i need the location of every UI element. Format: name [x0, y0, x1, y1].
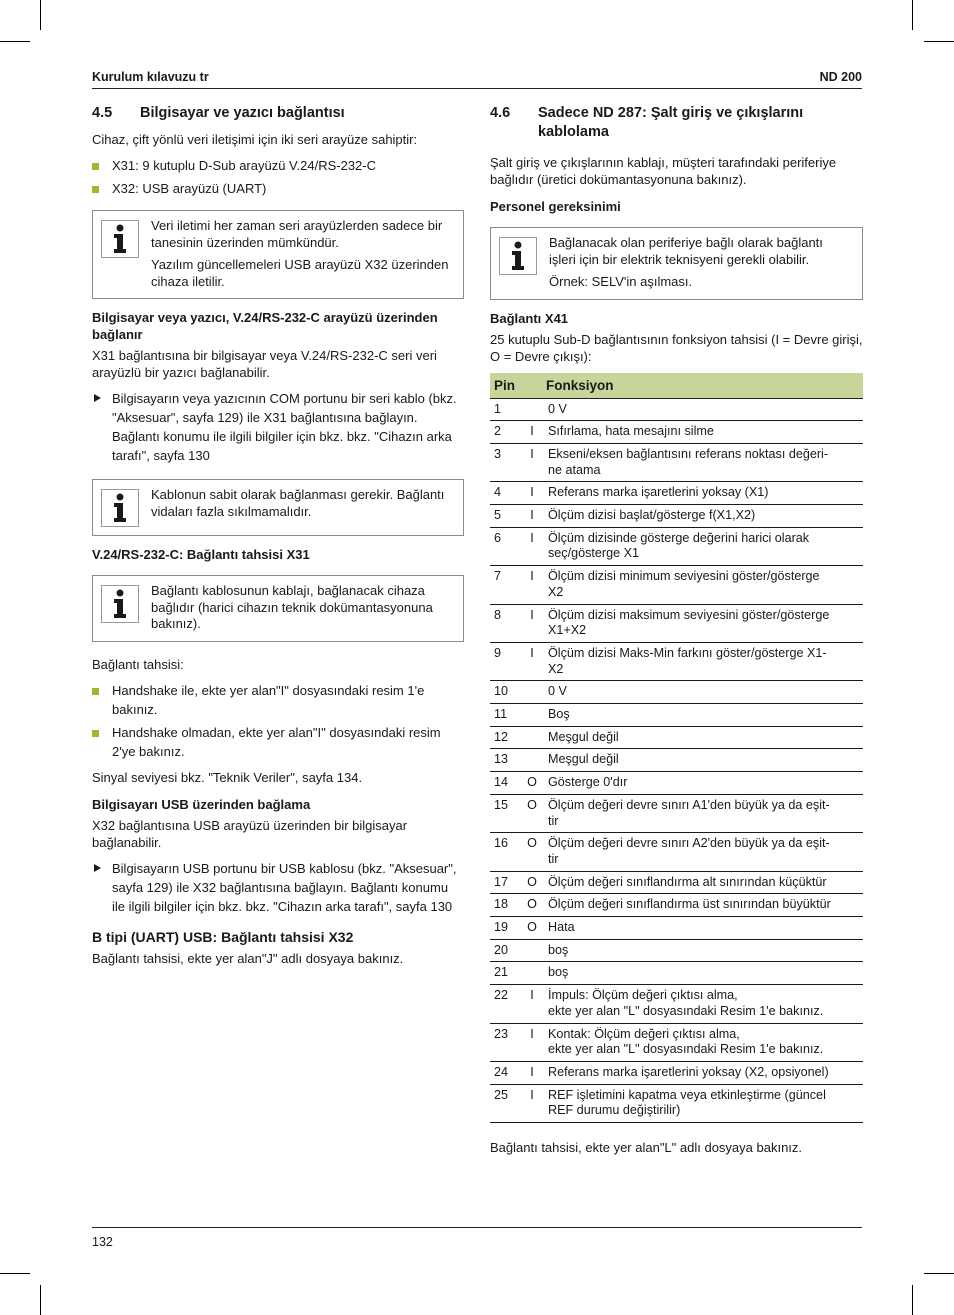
- crop-mark: [924, 1273, 954, 1274]
- io-cell: I: [522, 421, 542, 444]
- io-cell: O: [522, 917, 542, 940]
- rs232-heading: Bilgisayar veya yazıcı, V.24/RS-232-C arayüzü üzerinden bağlanır: [92, 310, 438, 342]
- table-row: [490, 894, 863, 917]
- io-cell: [522, 704, 542, 727]
- io-cell: [522, 681, 542, 704]
- crop-mark: [912, 0, 913, 30]
- pin-cell: 20: [490, 939, 522, 962]
- io-cell: I: [522, 1062, 542, 1085]
- sinyal-text: Sinyal seviyesi bkz. "Teknik Veriler", sayfa 134.: [92, 769, 363, 785]
- info-icon: [101, 220, 139, 258]
- pin-cell: 22: [490, 985, 522, 1023]
- function-cell: 0 V: [542, 398, 863, 421]
- page-header: [92, 68, 862, 89]
- function-cell: Ölçüm değeri sınıflandırma alt sınırından küçüktür: [542, 871, 863, 894]
- function-cell: Ölçüm dizisi maksimum seviyesini göster/gösterge X1+X2: [542, 604, 863, 642]
- function-cell: Gösterge 0'dır: [542, 772, 863, 795]
- io-cell: [522, 939, 542, 962]
- table-row: [490, 505, 863, 528]
- function-cell: Meşgul değil: [542, 749, 863, 772]
- personel-heading: Personel gereksinimi: [490, 199, 621, 214]
- tahsis-list: [92, 681, 464, 761]
- crop-mark: [40, 0, 41, 30]
- io-cell: I: [522, 642, 542, 680]
- x32-heading: B tipi (UART) USB: Bağlantı tahsisi X32: [92, 928, 354, 945]
- table-row: [490, 1023, 863, 1061]
- section-title: Sadece ND 287: Şalt giriş ve çıkışlarını kablolama: [538, 105, 804, 140]
- tahsis-label: Bağlantı tahsisi:: [92, 656, 184, 672]
- note-text: Bağlantı kablosunun kablajı, bağlanacak cihaza bağlıdır (harici cihazın teknik dokümantasyonuna bakınız).: [151, 583, 433, 631]
- table-row: [490, 398, 863, 421]
- pin-cell: 13: [490, 749, 522, 772]
- pin-table-body: [490, 398, 863, 1123]
- left-column: [92, 104, 464, 975]
- io-cell: [522, 726, 542, 749]
- note-text: Örnek: SELV'in aşılması.: [549, 274, 693, 289]
- pin-cell: 14: [490, 772, 522, 795]
- table-row: [490, 642, 863, 680]
- io-cell: I: [522, 1023, 542, 1061]
- function-cell: Boş: [542, 704, 863, 727]
- pin-cell: 18: [490, 894, 522, 917]
- function-cell: Ölçüm değeri devre sınırı A2'den büyük ya da eşit- tir: [542, 833, 863, 871]
- rs232-text: X31 bağlantısına bir bilgisayar veya V.24/RS-232-C seri veri arayüzlü bir yazıcı bağlanabilir.: [92, 348, 437, 380]
- io-cell: O: [522, 794, 542, 832]
- pin-cell: 10: [490, 681, 522, 704]
- x41-heading: Bağlantı X41: [490, 310, 569, 326]
- io-cell: [522, 749, 542, 772]
- pin-cell: 25: [490, 1084, 522, 1122]
- info-icon: [101, 585, 139, 623]
- note-body: [151, 218, 453, 290]
- table-row: [490, 917, 863, 940]
- io-cell: O: [522, 894, 542, 917]
- table-row: [490, 962, 863, 985]
- function-cell: Ölçüm dizisi başlat/gösterge f(X1,X2): [542, 505, 863, 528]
- io-cell: I: [522, 443, 542, 481]
- table-row: [490, 772, 863, 795]
- table-row: [490, 794, 863, 832]
- section-4-5-heading: [92, 104, 464, 123]
- note-text: Veri iletimi her zaman seri arayüzlerden sadece bir tanesinin üzerinden mümkündür.: [151, 218, 443, 250]
- function-cell: Ekseni/eksen bağlantısını referans noktası değeri- ne atama: [542, 443, 863, 481]
- rs232-steps: [92, 389, 464, 465]
- list-item: X32: USB arayüzü (UART): [92, 179, 464, 198]
- io-cell: I: [522, 1084, 542, 1122]
- crop-mark: [40, 1285, 41, 1315]
- info-note: [490, 227, 863, 300]
- pin-cell: 23: [490, 1023, 522, 1061]
- pin-cell: 15: [490, 794, 522, 832]
- list-item: Handshake ile, ekte yer alan"I" dosyasındaki resim 1'e bakınız.: [92, 681, 464, 719]
- note-body: [151, 583, 453, 633]
- table-row: [490, 726, 863, 749]
- x32-text: Bağlantı tahsisi, ekte yer alan"J" adlı dosyaya bakınız.: [92, 950, 404, 966]
- io-cell: O: [522, 833, 542, 871]
- table-row: [490, 527, 863, 565]
- io-cell: I: [522, 604, 542, 642]
- step-item: Bilgisayarın veya yazıcının COM portunu bir seri kablo (bkz. "Aksesuar", sayfa 129) ile X31 bağlantısına bağlayın. Bağlantı konumu ile ilgili bilgiler için bkz. bkz. "Cihazın arka tarafı", sayfa 130: [92, 389, 464, 465]
- info-note: [92, 479, 464, 536]
- pin-cell: 21: [490, 962, 522, 985]
- pin-cell: 4: [490, 482, 522, 505]
- header-product: ND 200: [819, 70, 862, 84]
- pin-cell: 17: [490, 871, 522, 894]
- function-cell: Meşgul değil: [542, 726, 863, 749]
- crop-mark: [0, 1273, 30, 1274]
- io-cell: O: [522, 871, 542, 894]
- usb-steps: [92, 859, 464, 916]
- footer-rule: [92, 1227, 862, 1228]
- info-note: [92, 210, 464, 299]
- io-cell: I: [522, 482, 542, 505]
- right-column: [490, 104, 863, 1164]
- table-row: [490, 482, 863, 505]
- crop-mark: [912, 1285, 913, 1315]
- pin-cell: 6: [490, 527, 522, 565]
- intro-text: Cihaz, çift yönlü veri iletişimi için iki seri arayüze sahiptir:: [92, 132, 418, 147]
- table-row: [490, 871, 863, 894]
- pin-cell: 7: [490, 566, 522, 604]
- table-row: [490, 704, 863, 727]
- function-cell: Sıfırlama, hata mesajını silme: [542, 421, 863, 444]
- x41-text: 25 kutuplu Sub-D bağlantısının fonksiyon tahsisi (I = Devre girişi, O = Devre çıkışı):: [490, 331, 863, 364]
- io-cell: [522, 398, 542, 421]
- function-cell: Kontak: Ölçüm değeri çıktısı alma, ekte yer alan "L" dosyasındaki Resim 1'e bakınız.: [542, 1023, 863, 1061]
- function-cell: 0 V: [542, 681, 863, 704]
- function-cell: İmpuls: Ölçüm değeri çıktısı alma, ekte yer alan "L" dosyasındaki Resim 1'e bakınız.: [542, 985, 863, 1023]
- function-cell: boş: [542, 962, 863, 985]
- pin-table: [490, 373, 863, 1124]
- x31-heading: V.24/RS-232-C: Bağlantı tahsisi X31: [92, 547, 310, 562]
- pin-cell: 9: [490, 642, 522, 680]
- function-cell: boş: [542, 939, 863, 962]
- note-body: [549, 235, 852, 291]
- pin-cell: 1: [490, 398, 522, 421]
- pin-cell: 5: [490, 505, 522, 528]
- interface-list: [92, 156, 464, 198]
- usb-text: X32 bağlantısına USB arayüzü üzerinden bir bilgisayar bağlanabilir.: [92, 817, 408, 850]
- header-manual-title: Kurulum kılavuzu tr: [92, 70, 209, 84]
- pin-header: Pin: [490, 373, 542, 399]
- section-number: 4.6: [490, 105, 511, 121]
- crop-mark: [0, 41, 30, 42]
- table-row: [490, 749, 863, 772]
- table-row: [490, 566, 863, 604]
- table-row: [490, 421, 863, 444]
- pin-cell: 3: [490, 443, 522, 481]
- note-text: Bağlanacak olan periferiye bağlı olarak bağlantı işleri için bir elektrik teknisyeni gerekli olabilir.: [549, 235, 823, 267]
- io-cell: I: [522, 505, 542, 528]
- info-icon: [499, 237, 537, 275]
- function-cell: Ölçüm dizisinde gösterge değerini harici olarak seç/gösterge X1: [542, 527, 863, 565]
- pin-cell: 8: [490, 604, 522, 642]
- function-cell: Ölçüm değeri sınıflandırma üst sınırından büyüktür: [542, 894, 863, 917]
- pin-cell: 19: [490, 917, 522, 940]
- table-row: [490, 1084, 863, 1122]
- table-row: [490, 833, 863, 871]
- after-table-text: Bağlantı tahsisi, ekte yer alan"L" adlı dosyaya bakınız.: [490, 1140, 803, 1156]
- table-row: [490, 939, 863, 962]
- io-cell: I: [522, 985, 542, 1023]
- crop-mark: [924, 41, 954, 42]
- io-cell: O: [522, 772, 542, 795]
- io-cell: I: [522, 527, 542, 565]
- list-item: Handshake olmadan, ekte yer alan"I" dosyasındaki resim 2'ye bakınız.: [92, 723, 464, 761]
- io-cell: [522, 962, 542, 985]
- info-note: [92, 575, 464, 642]
- function-cell: Referans marka işaretlerini yoksay (X2, opsiyonel): [542, 1062, 863, 1085]
- usb-heading: Bilgisayarı USB üzerinden bağlama: [92, 796, 311, 812]
- note-text: Kablonun sabit olarak bağlanması gerekir. Bağlantı vidaları fazla sıkılmamalıdır.: [151, 487, 445, 519]
- note-body: [151, 487, 453, 527]
- function-cell: Ölçüm dizisi Maks-Min farkını göster/gösterge X1- X2: [542, 642, 863, 680]
- function-header: Fonksiyon: [542, 373, 863, 399]
- table-row: [490, 681, 863, 704]
- note-text: Yazılım güncellemeleri USB arayüzü X32 üzerinden cihaza iletilir.: [151, 257, 449, 289]
- table-row: [490, 1062, 863, 1085]
- list-item: X31: 9 kutuplu D-Sub arayüzü V.24/RS-232-C: [92, 156, 464, 175]
- function-cell: REF işletimini kapatma veya etkinleştirme (güncel REF durumu değiştirilir): [542, 1084, 863, 1122]
- table-row: [490, 443, 863, 481]
- table-header-row: [490, 373, 863, 399]
- io-cell: I: [522, 566, 542, 604]
- section-title: Bilgisayar ve yazıcı bağlantısı: [140, 105, 345, 121]
- section-4-6-heading: [490, 104, 863, 142]
- table-row: [490, 604, 863, 642]
- table-row: [490, 985, 863, 1023]
- function-cell: Ölçüm dizisi minimum seviyesini göster/gösterge X2: [542, 566, 863, 604]
- step-item: Bilgisayarın USB portunu bir USB kablosu (bkz. "Aksesuar", sayfa 129) ile X32 bağlantısına bağlayın. Bağlantı konumu ile ilgili bilgiler için bkz. bkz. "Cihazın arka tarafı", sayfa 130: [92, 859, 464, 916]
- section-number: 4.5: [92, 105, 113, 121]
- pin-cell: 24: [490, 1062, 522, 1085]
- pin-cell: 11: [490, 704, 522, 727]
- function-cell: Hata: [542, 917, 863, 940]
- intro-text: Şalt giriş ve çıkışlarının kablajı, müşteri tarafındaki periferiye bağlıdır (üretici dokümantasyonuna bakınız).: [490, 155, 837, 187]
- pin-cell: 12: [490, 726, 522, 749]
- pin-cell: 2: [490, 421, 522, 444]
- function-cell: Referans marka işaretlerini yoksay (X1): [542, 482, 863, 505]
- info-icon: [101, 489, 139, 527]
- function-cell: Ölçüm değeri devre sınırı A1'den büyük ya da eşit- tir: [542, 794, 863, 832]
- page-number: 132: [92, 1235, 113, 1249]
- pin-cell: 16: [490, 833, 522, 871]
